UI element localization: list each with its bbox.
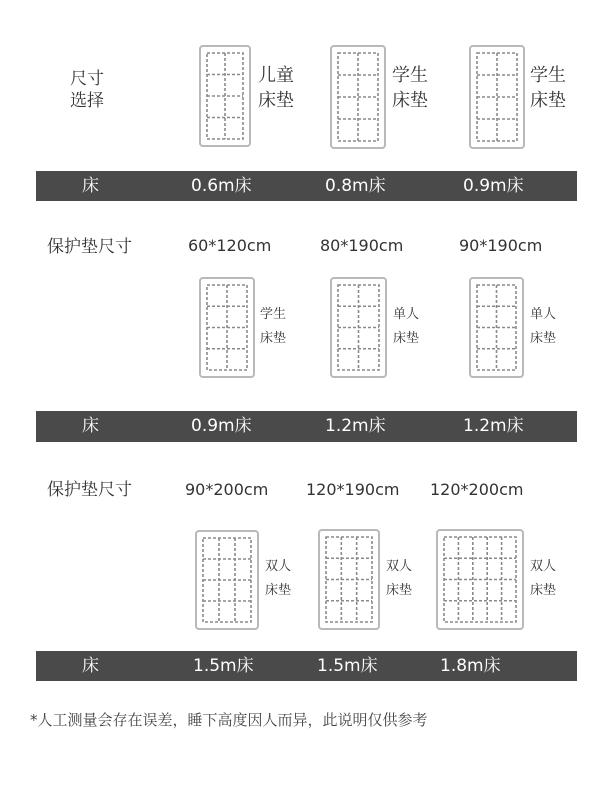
size-label: 120*190cm (306, 480, 400, 499)
mat-label-line2: 床垫 (260, 331, 287, 346)
quilt-grid (332, 279, 385, 376)
quilt-grid (471, 47, 523, 147)
quilt-grid (332, 47, 384, 147)
size-label: 90*200cm (185, 480, 269, 499)
mat-label (265, 555, 291, 603)
mattress-icon (436, 529, 524, 630)
mat-label-line1: 学生 (260, 307, 287, 322)
size-label: 60*120cm (188, 236, 272, 255)
mat-label-line2: 床垫 (386, 583, 413, 598)
bar-label: 床 (82, 656, 99, 676)
mat-label (530, 303, 556, 351)
mattress-icon (469, 45, 525, 149)
bar-cell: 1.5m床 (193, 656, 254, 676)
size-label: 90*190cm (459, 236, 543, 255)
bar-cell: 0.6m床 (191, 176, 252, 196)
bed-size-bar (36, 651, 577, 681)
row2-label: 保护垫尺寸 (47, 237, 132, 257)
mat-label-line2: 床垫 (265, 583, 292, 598)
quilt-grid (201, 279, 253, 376)
mat-label (393, 303, 419, 351)
bar-label: 床 (82, 176, 99, 196)
bar-cell: 1.2m床 (463, 416, 524, 436)
mat-label-line2: 床垫 (393, 331, 420, 346)
mattress-icon (330, 45, 386, 149)
mat-label-line2: 床垫 (258, 90, 294, 111)
mat-label-line2: 床垫 (530, 90, 566, 111)
mat-label-line2: 床垫 (530, 583, 557, 598)
quilt-grid (471, 279, 522, 376)
mattress-icon (330, 277, 387, 378)
mat-label-line1: 双人 (386, 559, 413, 574)
mattress-icon (318, 529, 380, 630)
row1-label (70, 68, 104, 112)
size-label: 80*190cm (320, 236, 404, 255)
mat-label (530, 63, 566, 113)
quilt-grid (438, 531, 522, 628)
mat-label-line1: 双人 (265, 559, 292, 574)
row1-label-line1: 尺寸 (70, 69, 104, 89)
bed-size-bar (36, 171, 577, 201)
mattress-icon (469, 277, 524, 378)
mat-label-line1: 儿童 (258, 65, 294, 86)
mat-label-line1: 学生 (530, 65, 566, 86)
mat-label-line2: 床垫 (530, 331, 557, 346)
mattress-icon (199, 45, 251, 147)
size-label: 120*200cm (430, 480, 524, 499)
bar-cell: 0.9m床 (191, 416, 252, 436)
quilt-grid (197, 532, 257, 628)
mat-label (392, 63, 428, 113)
mat-label (258, 63, 294, 113)
quilt-grid (320, 531, 378, 628)
quilt-grid (201, 47, 249, 145)
row1-label-line2: 选择 (70, 91, 104, 111)
mat-label-line1: 双人 (530, 559, 557, 574)
mat-label (260, 303, 286, 351)
mat-label-line1: 单人 (393, 307, 420, 322)
mattress-icon (195, 530, 259, 630)
mattress-icon (199, 277, 255, 378)
mat-label-line1: 单人 (530, 307, 557, 322)
disclaimer-note: *人工测量会存在误差，睡下高度因人而异，此说明仅供参考 (30, 711, 428, 729)
bar-cell: 0.8m床 (325, 176, 386, 196)
row3-label: 保护垫尺寸 (47, 480, 132, 500)
bar-cell: 1.8m床 (440, 656, 501, 676)
mat-label (530, 555, 556, 603)
bar-label: 床 (82, 416, 99, 436)
mat-label-line2: 床垫 (392, 90, 428, 111)
mat-label-line1: 学生 (392, 65, 428, 86)
bar-cell: 0.9m床 (463, 176, 524, 196)
bar-cell: 1.5m床 (317, 656, 378, 676)
mat-label (386, 555, 412, 603)
bar-cell: 1.2m床 (325, 416, 386, 436)
bed-size-bar (36, 411, 577, 442)
